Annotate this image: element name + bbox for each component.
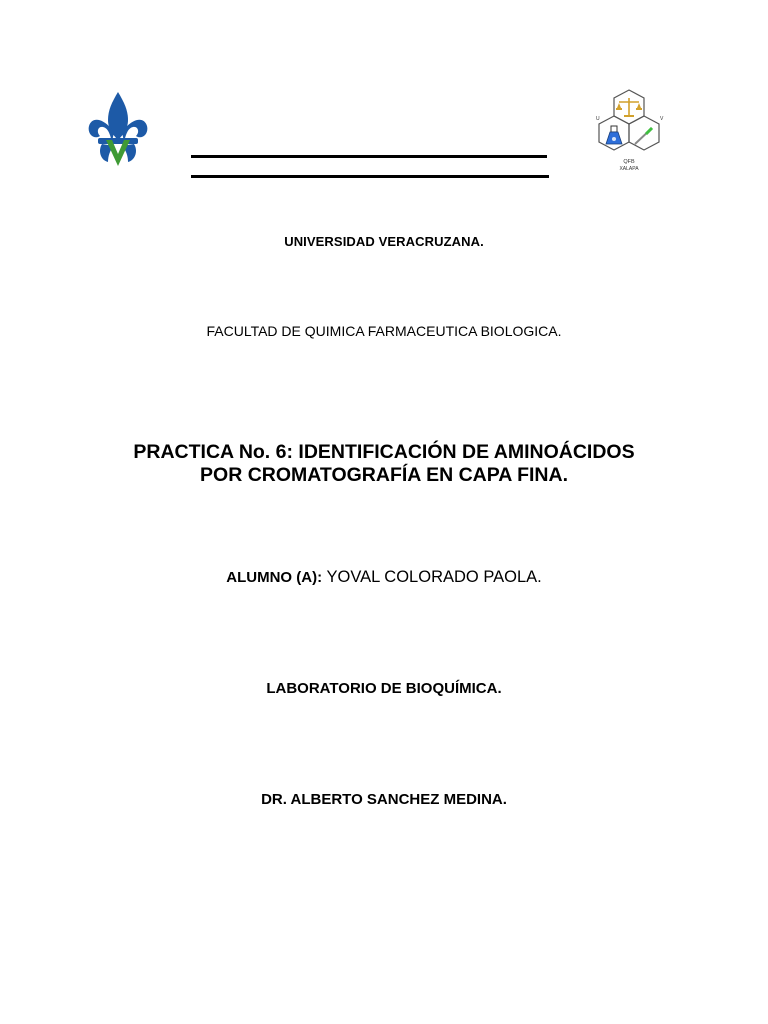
header-rule-top bbox=[191, 155, 547, 158]
pipette-icon bbox=[635, 128, 652, 144]
teacher-name: DR. ALBERTO SANCHEZ MEDINA. bbox=[261, 791, 507, 808]
flask-icon bbox=[606, 126, 622, 144]
logo-letter-v: V bbox=[660, 116, 664, 122]
university-name: UNIVERSIDAD VERACRUZANA. bbox=[284, 234, 484, 249]
university-logo bbox=[86, 90, 150, 168]
header-rule-bottom bbox=[191, 175, 549, 178]
student-label: ALUMNO (A): bbox=[226, 569, 323, 586]
faculty-logo bbox=[588, 86, 670, 178]
laboratory-name: LABORATORIO DE BIOQUÍMICA. bbox=[266, 680, 502, 697]
student-name: YOVAL COLORADO PAOLA. bbox=[326, 568, 542, 586]
logo-caption-xalapa: XALAPA bbox=[619, 166, 639, 172]
scales-icon bbox=[616, 98, 642, 117]
student-line bbox=[0, 568, 768, 587]
practice-title bbox=[0, 441, 768, 487]
faculty-name: FACULTAD DE QUIMICA FARMACEUTICA BIOLOGICA. bbox=[206, 323, 562, 339]
practice-title-line-1: PRACTICA No. 6: IDENTIFICACIÓN DE AMINOÁCIDOS bbox=[133, 441, 635, 463]
practice-title-line-2: POR CROMATOGRAFÍA EN CAPA FINA. bbox=[200, 464, 568, 486]
logo-letter-u: U bbox=[596, 116, 600, 122]
logo-caption-qfb: QFB bbox=[623, 159, 635, 165]
